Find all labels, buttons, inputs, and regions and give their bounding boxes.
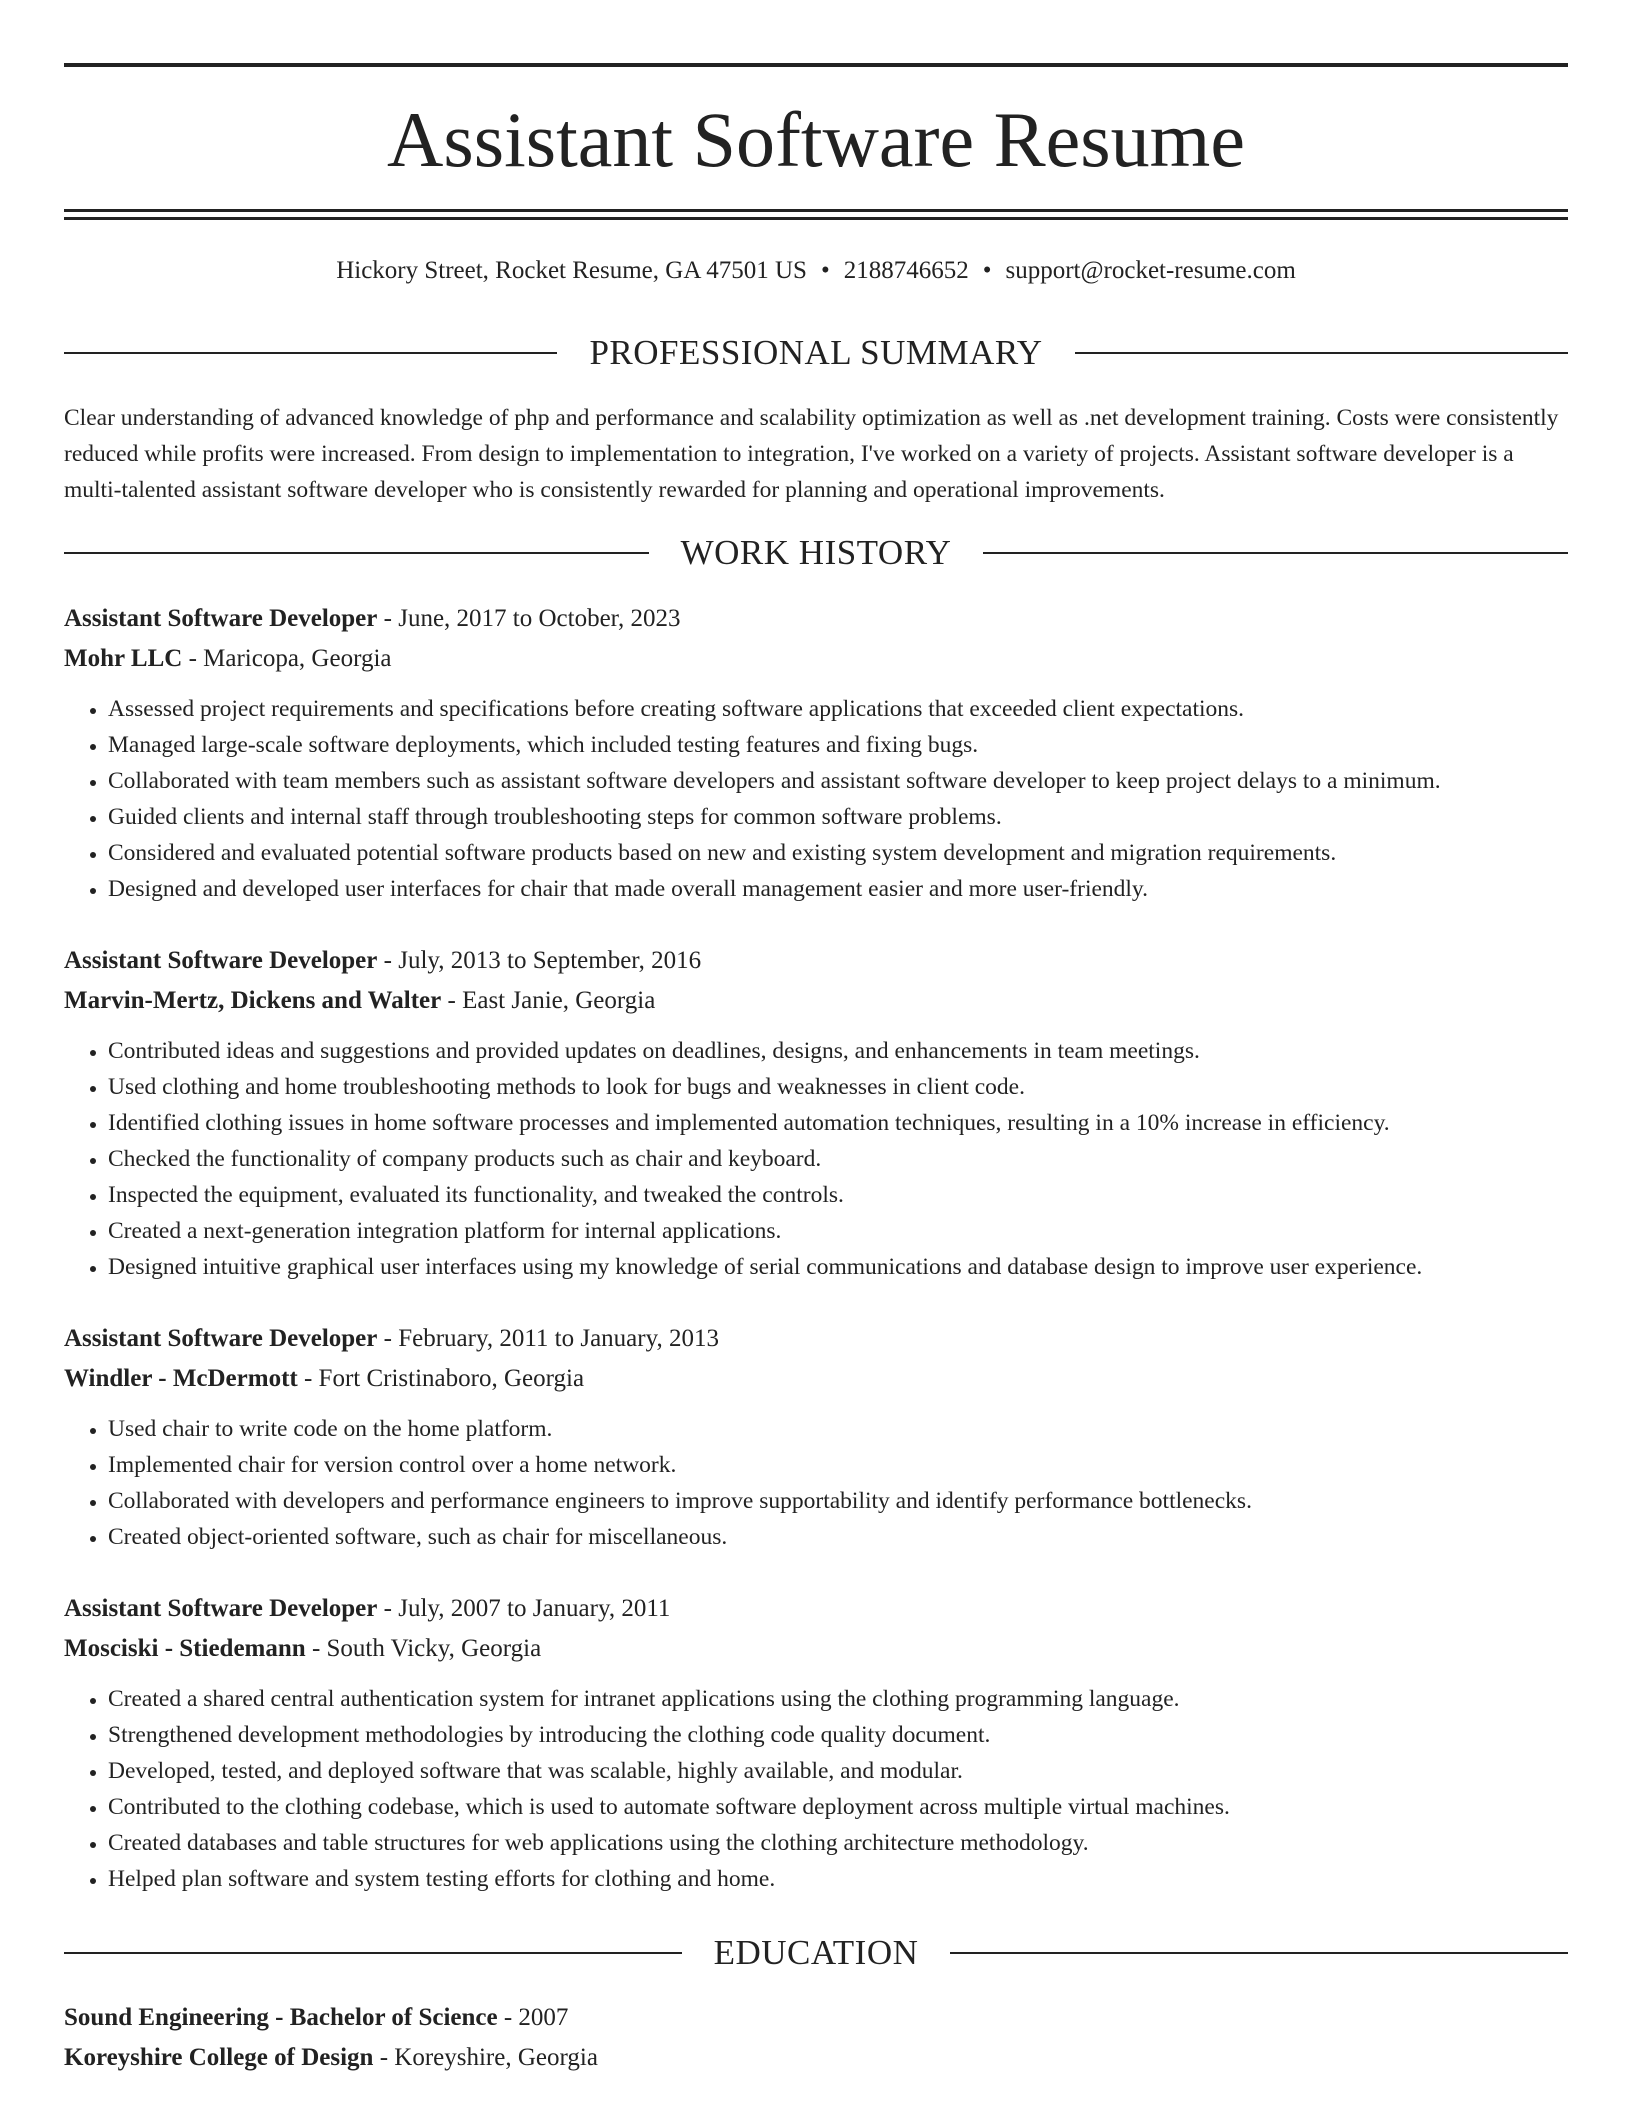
heading-rule-left <box>64 552 649 554</box>
job-company-line <box>64 1359 1568 1399</box>
job-bullet: • Designed and developed user interfaces for chair that made overall management easier and more user-friendly. <box>108 871 1568 907</box>
job-location: - Fort Cristinaboro, Georgia <box>297 1365 585 1392</box>
job-bullet: • Created object-oriented software, such as chair for miscellaneous. <box>108 1519 1568 1555</box>
job-company: Windler - McDermott <box>64 1365 298 1392</box>
job-location: - Maricopa, Georgia <box>182 645 392 672</box>
job-title-line <box>64 1319 1568 1359</box>
top-rule <box>64 63 1568 67</box>
job-company-line <box>64 1629 1568 1669</box>
education-school-line <box>64 2038 1568 2078</box>
job-bullet: • Developed, tested, and deployed software that was scalable, highly available, and modular. <box>108 1753 1568 1789</box>
job-dates: - February, 2011 to January, 2013 <box>377 1325 719 1352</box>
heading-rule-right <box>950 1952 1568 1954</box>
job-title: Assistant Software Developer <box>64 1325 378 1352</box>
job-location: - South Vicky, Georgia <box>305 1635 542 1662</box>
job-title: Assistant Software Developer <box>64 1595 378 1622</box>
title-double-rule <box>64 209 1568 220</box>
job-dates: - July, 2013 to September, 2016 <box>377 947 702 974</box>
job-bullet: • Strengthened development methodologies by introducing the clothing code quality document. <box>108 1717 1568 1753</box>
job-bullet: • Created a next-generation integration platform for internal applications. <box>108 1213 1568 1249</box>
job-bullet: • Managed large-scale software deployments, which included testing features and fixing bugs. <box>108 727 1568 763</box>
job-bullet: • Created databases and table structures for web applications using the clothing architecture methodology. <box>108 1825 1568 1861</box>
education-degree: Sound Engineering - Bachelor of Science <box>64 2004 498 2031</box>
job-title-line <box>64 599 1568 639</box>
job-bullet: • Created a shared central authentication system for intranet applications using the clothing programming language. <box>108 1681 1568 1717</box>
job-bullet: • Checked the functionality of company products such as chair and keyboard. <box>108 1141 1568 1177</box>
heading-rule-left <box>64 1952 682 1954</box>
heading-rule-right <box>1075 352 1568 354</box>
job-bullet: • Contributed to the clothing codebase, which is used to automate software deployment across multiple virtual machines. <box>108 1789 1568 1825</box>
job-title: Assistant Software Developer <box>64 605 378 632</box>
education-entry <box>64 1998 1568 2078</box>
job-bullet: • Implemented chair for version control over a home network. <box>108 1447 1568 1483</box>
summary-text: Clear understanding of advanced knowledge of php and performance and scalability optimization as well as .net development training. Costs were consistently reduced while profits were increased. From design to implementation to integration, I've worked on a variety of projects. Assistant software developer is a multi-talented assistant software developer who is consistently rewarded for planning and operational improvements. <box>64 405 1559 503</box>
job-bullet: • Used clothing and home troubleshooting methods to look for bugs and weaknesses in client code. <box>108 1069 1568 1105</box>
job-bullet: • Collaborated with developers and performance engineers to improve supportability and identify performance bottlenecks. <box>108 1483 1568 1519</box>
job-title-line <box>64 941 1568 981</box>
work-history-heading <box>64 531 1568 575</box>
job-bullet: • Considered and evaluated potential software products based on new and existing system development and migration requirements. <box>108 835 1568 871</box>
job-bullet: • Guided clients and internal staff through troubleshooting steps for common software problems. <box>108 799 1568 835</box>
job-company: Mohr LLC <box>64 645 183 672</box>
education-school: Koreyshire College of Design <box>64 2044 374 2071</box>
education-heading <box>64 1931 1568 1975</box>
summary-heading-label: PROFESSIONAL SUMMARY <box>589 333 1043 372</box>
job-dates: - June, 2017 to October, 2023 <box>377 605 681 632</box>
contact-phone: 2188746652 <box>843 257 969 284</box>
job-company: Marvin-Mertz, Dickens and Walter <box>64 987 442 1014</box>
job-bullet: • Helped plan software and system testing efforts for clothing and home. <box>108 1861 1568 1897</box>
job-bullet: • Inspected the equipment, evaluated its functionality, and tweaked the controls. <box>108 1177 1568 1213</box>
job-bullets <box>64 1681 1568 1897</box>
education-degree-line <box>64 1998 1568 2038</box>
job-title: Assistant Software Developer <box>64 947 378 974</box>
heading-rule-right <box>983 552 1568 554</box>
job-bullet: • Used chair to write code on the home platform. <box>108 1411 1568 1447</box>
work-history-heading-label: WORK HISTORY <box>680 533 952 572</box>
job-bullet: • Assessed project requirements and specifications before creating software applications that exceeded client expectations. <box>108 691 1568 727</box>
job-dates: - July, 2007 to January, 2011 <box>377 1595 671 1622</box>
job-bullet: • Contributed ideas and suggestions and provided updates on deadlines, designs, and enhancements in team meetings. <box>108 1033 1568 1069</box>
job-bullets <box>64 1033 1568 1285</box>
job-bullet: • Identified clothing issues in home software processes and implemented automation techniques, resulting in a 10% increase in efficiency. <box>108 1105 1568 1141</box>
contact-line <box>64 254 1568 288</box>
education-year: - 2007 <box>497 2004 569 2031</box>
job-company: Mosciski - Stiedemann <box>64 1635 306 1662</box>
education-location: - Koreyshire, Georgia <box>373 2044 598 2071</box>
job-entry <box>64 1589 1568 1897</box>
job-entry <box>64 599 1568 907</box>
job-entry <box>64 941 1568 1285</box>
resume-title: Assistant Software Resume <box>387 96 1245 183</box>
job-bullet: • Collaborated with team members such as assistant software developers and assistant software developer to keep project delays to a minimum. <box>108 763 1568 799</box>
education-heading-label: EDUCATION <box>713 1933 919 1972</box>
contact-separator: • <box>982 257 992 284</box>
job-company-line <box>64 981 1568 1021</box>
job-company-line <box>64 639 1568 679</box>
job-location: - East Janie, Georgia <box>441 987 656 1014</box>
job-title-line <box>64 1589 1568 1629</box>
summary-heading <box>64 331 1568 375</box>
job-bullets <box>64 691 1568 907</box>
contact-address: Hickory Street, Rocket Resume, GA 47501 US <box>336 257 807 284</box>
contact-email: support@rocket-resume.com <box>1005 257 1296 284</box>
job-bullet: • Designed intuitive graphical user interfaces using my knowledge of serial communications and database design to improve user experience. <box>108 1249 1568 1285</box>
job-entry <box>64 1319 1568 1555</box>
contact-separator: • <box>820 257 830 284</box>
job-bullets <box>64 1411 1568 1555</box>
heading-rule-left <box>64 352 557 354</box>
